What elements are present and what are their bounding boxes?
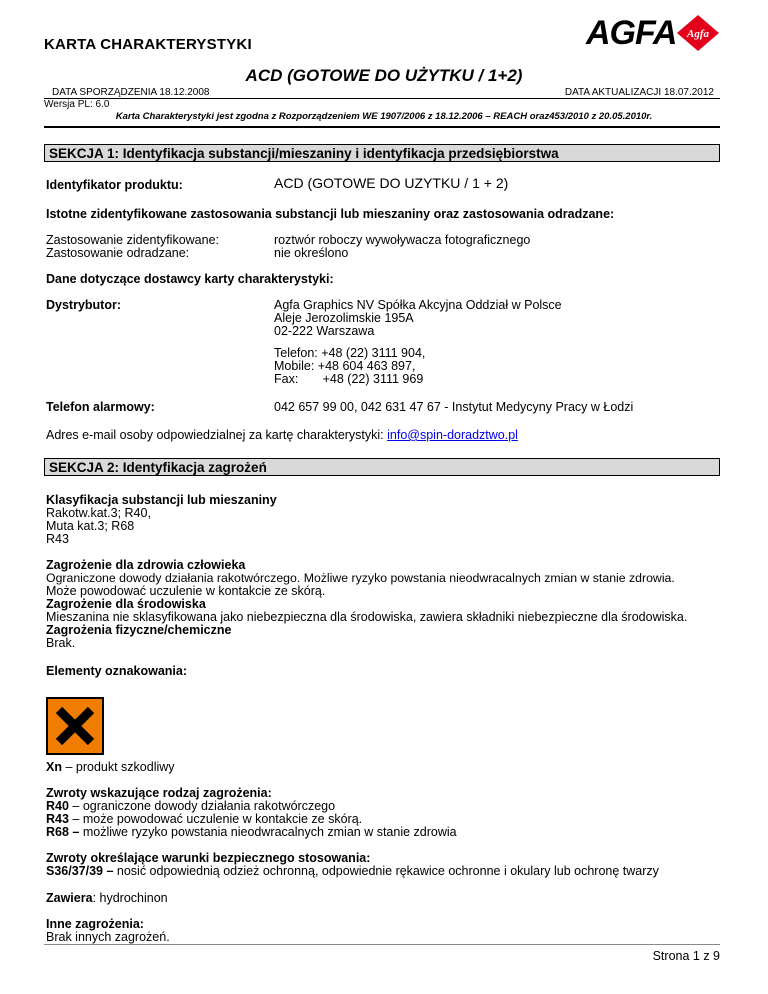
email-link[interactable]: info@spin-doradztwo.pl bbox=[387, 428, 518, 442]
env-heading: Zagrożenie dla środowiska bbox=[46, 597, 206, 611]
r-phrases-heading: Zwroty wskazujące rodzaj zagrożenia: bbox=[46, 786, 272, 800]
use-advised-value: nie określono bbox=[274, 246, 349, 260]
use-identified-value: roztwór roboczy wywoływacza fotograficznego bbox=[274, 233, 531, 247]
date-created: DATA SPORZĄDZENIA 18.12.2008 bbox=[52, 87, 210, 98]
env-line: Mieszanina nie sklasyfikowana jako niebezpieczna dla środowiska, zawiera składniki niebezpieczne dla środowiska. bbox=[46, 610, 688, 624]
section-2-header: SEKCJA 2: Identyfikacja zagrożeń bbox=[44, 458, 720, 476]
r-phrase bbox=[46, 799, 335, 813]
product-id-value: ACD (GOTOWE DO UZYTKU / 1 + 2) bbox=[274, 175, 509, 191]
contains-value: : hydrochinon bbox=[92, 891, 168, 905]
distributor-line: Aleje Jerozolimskie 195A bbox=[274, 311, 414, 325]
page-number: Strona 1 z 9 bbox=[652, 949, 720, 963]
classification-line: Muta kat.3; R68 bbox=[46, 519, 135, 533]
s-phrase-code: S36/37/39 – bbox=[46, 864, 114, 878]
distributor-label: Dystrybutor: bbox=[46, 298, 122, 312]
email-text: Adres e-mail osoby odpowiedzialnej za kartę charakterystyki: bbox=[46, 428, 384, 442]
distributor-line: Agfa Graphics NV Spółka Akcyjna Oddział w Polsce bbox=[274, 298, 562, 312]
symbol-desc: – produkt szkodliwy bbox=[61, 760, 175, 774]
email-line bbox=[46, 428, 518, 442]
distributor-line: 02-222 Warszawa bbox=[274, 324, 375, 338]
symbol-code: Xn bbox=[46, 760, 62, 774]
health-line: Ograniczone dowody działania rakotwórczego. Możliwe ryzyko powstania nieodwracalnych zmian w stanie zdrowia. bbox=[46, 571, 675, 585]
emergency-value: 042 657 99 00, 042 631 47 67 - Instytut Medycyny Pracy w Łodzi bbox=[274, 400, 634, 414]
labelling-heading: Elementy oznakowania: bbox=[46, 664, 188, 678]
r-phrase-text: możliwe ryzyko powstania nieodwracalnych zmian w stanie zdrowia bbox=[79, 825, 457, 839]
r-phrase-text: – może powodować uczulenie w kontakcie ze skórą. bbox=[68, 812, 363, 826]
contact-line: Telefon: +48 (22) 3111 904, bbox=[274, 346, 426, 360]
product-title: ACD (GOTOWE DO UŻYTKU / 1+2) bbox=[245, 66, 523, 85]
use-advised-label: Zastosowanie odradzane: bbox=[46, 246, 190, 260]
logo-badge-text: Agfa bbox=[687, 28, 709, 40]
header-rule bbox=[44, 98, 720, 99]
health-line: Może powodować uczulenie w kontakcie ze skórą. bbox=[46, 584, 326, 598]
classification-heading: Klasyfikacja substancji lub mieszaniny bbox=[46, 493, 277, 507]
product-id-label: Identyfikator produktu: bbox=[46, 178, 183, 192]
symbol-line bbox=[46, 760, 175, 774]
emergency-label: Telefon alarmowy: bbox=[46, 400, 155, 414]
contains-line bbox=[46, 891, 168, 905]
phys-heading: Zagrożenia fizyczne/chemiczne bbox=[46, 623, 232, 637]
r-phrase-code: R43 bbox=[46, 812, 69, 826]
r-phrase bbox=[46, 812, 362, 826]
version: Wersja PL: 6.0 bbox=[44, 99, 110, 110]
r-phrase-code: R40 bbox=[46, 799, 69, 813]
agfa-logo-text: AGFA bbox=[586, 14, 677, 52]
health-heading: Zagrożenie dla zdrowia człowieka bbox=[46, 558, 246, 572]
phys-line: Brak. bbox=[46, 636, 76, 650]
uses-heading: Istotne zidentyfikowane zastosowania substancji lub mieszaniny oraz zastosowania odradzane: bbox=[46, 207, 615, 221]
other-hazards-heading: Inne zagrożenia: bbox=[46, 917, 144, 931]
section-1-header: SEKCJA 1: Identyfikacja substancji/mieszaniny i identyfikacja przedsiębiorstwa bbox=[44, 144, 720, 162]
classification-line: R43 bbox=[46, 532, 69, 546]
s-phrase bbox=[46, 864, 659, 878]
footer-rule bbox=[44, 944, 720, 945]
contact-line: Mobile: +48 604 463 897, bbox=[274, 359, 416, 373]
compliance-note: Karta Charakterystyki jest zgodna z Rozporządzeniem WE 1907/2006 z 18.12.2006 – REACH oraz453/2010 z 20.05.2010r. bbox=[115, 111, 653, 122]
r-phrase bbox=[46, 825, 457, 839]
harmful-pictogram-icon bbox=[46, 697, 104, 755]
r-phrase-text: – ograniczone dowody działania rakotwórczego bbox=[68, 799, 336, 813]
r-phrase-code: R68 – bbox=[46, 825, 80, 839]
contains-label: Zawiera bbox=[46, 891, 93, 905]
other-hazards-value: Brak innych zagrożeń. bbox=[46, 930, 170, 944]
contact-line: Fax: +48 (22) 3111 969 bbox=[274, 372, 424, 386]
use-identified-label: Zastosowanie zidentyfikowane: bbox=[46, 233, 220, 247]
date-updated: DATA AKTUALIZACJI 18.07.2012 bbox=[564, 87, 714, 98]
s-phrase-text: nosić odpowiednią odzież ochronną, odpowiednie rękawice ochronne i okulary lub ochronę twarzy bbox=[113, 864, 659, 878]
document-type: KARTA CHARAKTERYSTYKI bbox=[44, 36, 252, 53]
s-phrases-heading: Zwroty określające warunki bezpiecznego stosowania: bbox=[46, 851, 371, 865]
agfa-logo-icon bbox=[676, 14, 720, 52]
supplier-heading: Dane dotyczące dostawcy karty charakterystyki: bbox=[46, 272, 334, 286]
header-rule-bold bbox=[44, 126, 720, 128]
classification-line: Rakotw.kat.3; R40, bbox=[46, 506, 151, 520]
